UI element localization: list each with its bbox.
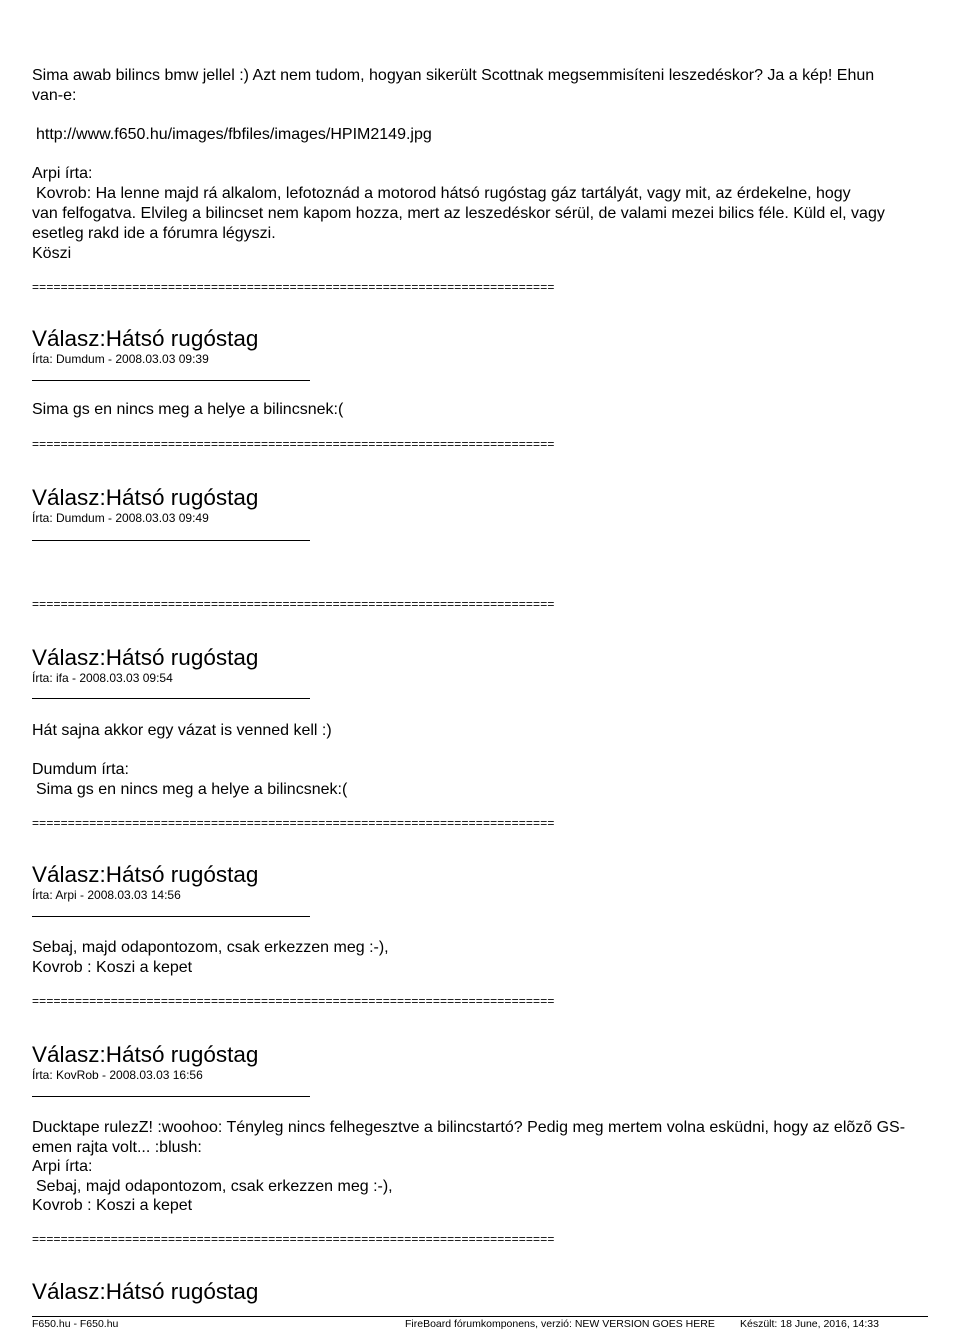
post-title: Válasz:Hátsó rugóstag bbox=[32, 485, 259, 510]
quote-line: Sima gs en nincs meg a helye a bilincsnek:( bbox=[36, 781, 348, 798]
quote-line: Kovrob : Koszi a kepet bbox=[32, 1197, 193, 1214]
footer-divider bbox=[32, 1316, 928, 1317]
separator: ========================================================================= bbox=[32, 280, 555, 294]
divider bbox=[32, 1096, 310, 1097]
divider bbox=[32, 916, 310, 917]
post-body-line: emen rajta volt... :blush: bbox=[32, 1139, 202, 1156]
quote-line: esetleg rakd ide a fórumra légyszi. bbox=[32, 225, 276, 242]
quote-line: Kovrob: Ha lenne majd rá alkalom, lefotoznád a motorod hátsó rugóstag gáz tartályát, vagy mit, az érdekelne, hogy bbox=[36, 185, 851, 202]
post-title: Válasz:Hátsó rugóstag bbox=[32, 1279, 259, 1304]
quote-author: Arpi írta: bbox=[32, 1158, 93, 1175]
image-url-link[interactable]: http://www.f650.hu/images/fbfiles/images/HPIM2149.jpg bbox=[36, 126, 432, 143]
footer-component: FireBoard fórumkomponens, verzió: NEW VERSION GOES HERE bbox=[405, 1318, 715, 1330]
footer-site: F650.hu - F650.hu bbox=[32, 1318, 119, 1330]
divider bbox=[32, 540, 310, 541]
post-meta: Írta: ifa - 2008.03.03 09:54 bbox=[32, 671, 173, 685]
post-body-line: Kovrob : Koszi a kepet bbox=[32, 959, 193, 976]
separator: ========================================================================= bbox=[32, 994, 555, 1008]
separator: ========================================================================= bbox=[32, 437, 555, 451]
post-meta: Írta: Dumdum - 2008.03.03 09:49 bbox=[32, 511, 209, 525]
quote-line: Sebaj, majd odapontozom, csak erkezzen meg :-), bbox=[36, 1178, 393, 1195]
post-body-line: Sima gs en nincs meg a helye a bilincsnek:( bbox=[32, 401, 344, 418]
separator: ========================================================================= bbox=[32, 1232, 555, 1246]
post-title: Válasz:Hátsó rugóstag bbox=[32, 1042, 259, 1067]
post-body-line: Köszi bbox=[32, 245, 72, 262]
post-meta: Írta: Arpi - 2008.03.03 14:56 bbox=[32, 888, 181, 902]
post-body-line: Sebaj, majd odapontozom, csak erkezzen meg :-), bbox=[32, 939, 389, 956]
post-title: Válasz:Hátsó rugóstag bbox=[32, 862, 259, 887]
quote-author: Dumdum írta: bbox=[32, 761, 129, 778]
divider bbox=[32, 698, 310, 699]
separator: ========================================================================= bbox=[32, 816, 555, 830]
divider bbox=[32, 380, 310, 381]
quote-author: Arpi írta: bbox=[32, 165, 93, 182]
post-meta: Írta: Dumdum - 2008.03.03 09:39 bbox=[32, 352, 209, 366]
footer-generated: Készült: 18 June, 2016, 14:33 bbox=[740, 1318, 879, 1330]
quote-line: van felfogatva. Elvileg a bilincset nem kapom hozza, mert az leszedéskor sérül, de valami mezei bilics féle. Küld el, vagy bbox=[32, 205, 885, 222]
post-title: Válasz:Hátsó rugóstag bbox=[32, 326, 259, 351]
post-body-line: Sima awab bilincs bmw jellel :) Azt nem tudom, hogyan sikerült Scottnak megsemmisíteni leszedéskor? Ja a kép! Ehun bbox=[32, 67, 875, 84]
post-meta: Írta: KovRob - 2008.03.03 16:56 bbox=[32, 1068, 203, 1082]
separator: ========================================================================= bbox=[32, 597, 555, 611]
post-title: Válasz:Hátsó rugóstag bbox=[32, 645, 259, 670]
post-body-line: van-e: bbox=[32, 87, 77, 104]
post-body-line: Ducktape rulezZ! :woohoo: Tényleg nincs felhegesztve a bilincstartó? Pedig meg mertem volna esküdni, hogy az elõzõ GS- bbox=[32, 1119, 906, 1136]
post-body-line: Hát sajna akkor egy vázat is venned kell :) bbox=[32, 722, 332, 739]
